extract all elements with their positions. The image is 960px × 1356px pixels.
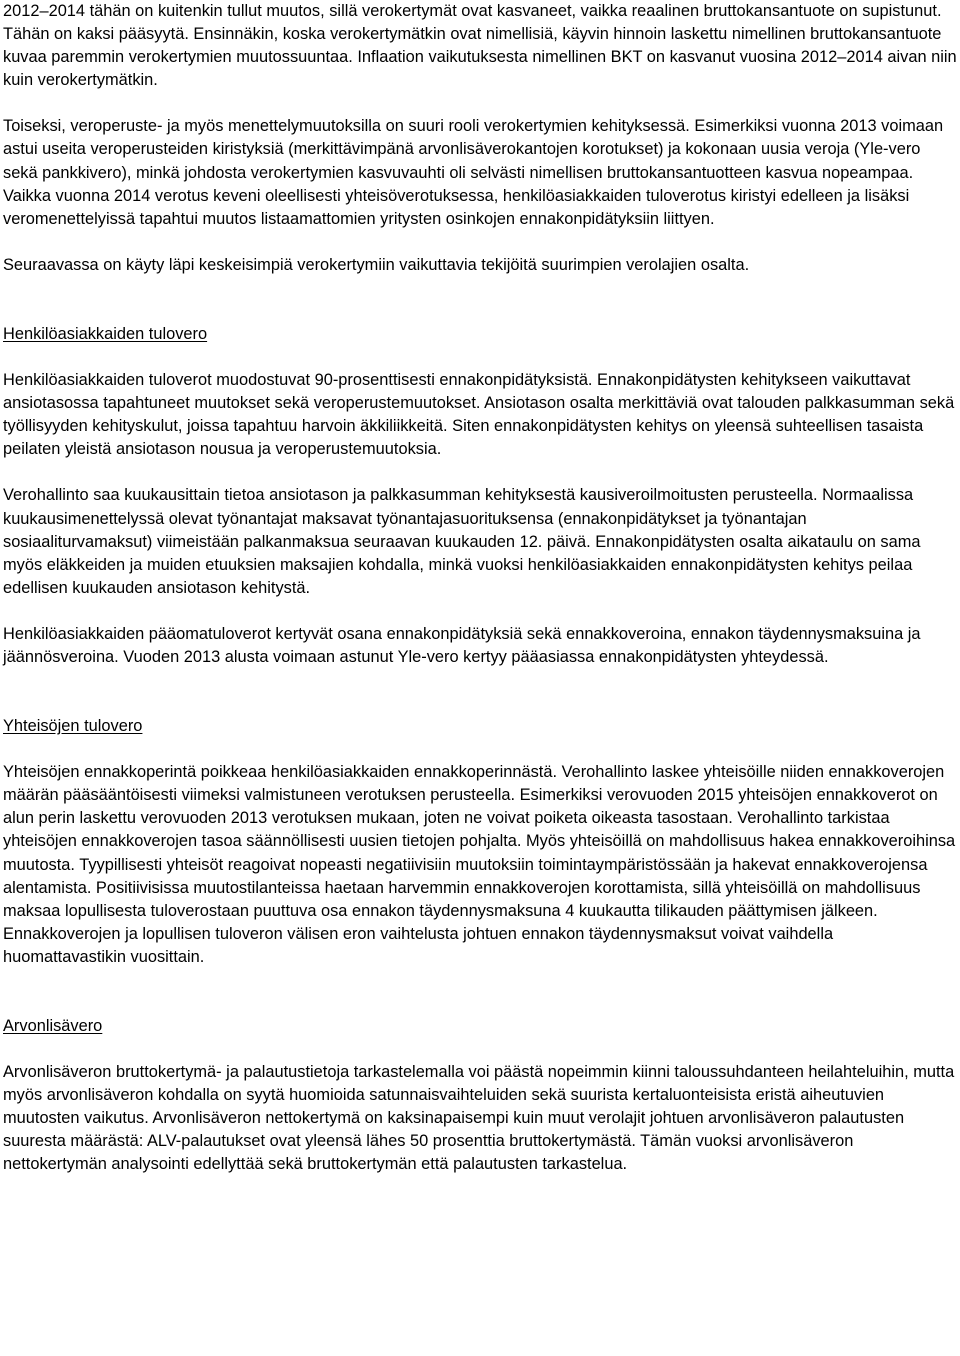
- section-paragraph: Yhteisöjen ennakkoperintä poikkeaa henkilöasiakkaiden ennakkoperinnästä. Verohallinto laskee yhteisöille niiden ennakkoverojen määrän pääsääntöisesti viimeksi valmistuneen verotuksen perusteella. Esimerkiksi verovuoden 2015 yhteisöjen ennakkoverot on alun perin laskettu verovuoden 2013 verotuksen mukaan, joten ne voivat poiketa oikeasta tasostaan. Verohallinto tarkistaa yhteisöjen ennakkoverojen tasoa säännöllisesti uusien tietojen pohjalta. Myös yhteisöillä on mahdollisuus hakea ennakkoveroihinsa muutosta. Tyypillisesti yhteisöt reagoivat nopeasti negatiivisiin muutoksiin toimintaympäristössään ja hakevat ennakkoverojensa alentamista. Positiivisissa muutostilanteissa haetaan harvemmin ennakkoverojen korottamista, sillä yhteisöillä on mahdollisuus maksaa lopullisesta tuloverostaan puuttuva osa ennakon täydennysmaksuna 4 kuukautta tilikauden päättymisen jälkeen. Ennakkoverojen ja lopullisen tuloveron välisen eron vaihtelusta johtuen ennakon täydennysmaksut voivat vaihdella huomattavastikin vuosittain.: [3, 763, 956, 966]
- section-yhteisojen-tulovero: [3, 715, 957, 969]
- intro-paragraph: 2012–2014 tähän on kuitenkin tullut muutos, sillä verokertymät ovat kasvaneet, vaikka reaalinen bruttokansantuote on supistunut. Tähän on kaksi pääsyytä. Ensinnäkin, koska verokertymätkin ovat nimellisiä, käyvin hinnoin laskettu nimellinen bruttokansantuote kuvaa paremmin verokertymien muutossuuntaa. Inflaation vaikutuksesta nimellinen BKT on kasvanut vuosina 2012–2014 aivan niin kuin verokertymätkin.: [3, 2, 957, 90]
- section-paragraph: Arvonlisäveron bruttokertymä- ja palautustietoja tarkastelemalla voi päästä nopeimmin kiinni taloussuhdanteen heilahteluihin, mutta myös arvonlisäveron kohdalla on syytä huomioida satunnaisvaihteluiden sekä suurista kertaluonteisista eristä aiheutuvien muutosten vaikutus. Arvonlisäveron nettokertymä on kaksinapaisempi kuin muut verolajit johtuen arvonlisäveron palautusten suuresta määrästä: ALV-palautukset ovat yleensä lähes 50 prosenttia bruttokertymästä. Tämän vuoksi arvonlisäveron nettokertymän analysointi edellyttää sekä bruttokertymän että palautusten tarkastelua.: [3, 1063, 955, 1174]
- section-heading: Arvonlisävero: [3, 1017, 103, 1035]
- intro-paragraph: Toiseksi, veroperuste- ja myös menettelymuutoksilla on suuri rooli verokertymien kehityksessä. Esimerkiksi vuonna 2013 voimaan astui useita veroperusteiden kiristyksiä (merkittävimpänä arvonlisäverokantojen korotukset) ja kokonaan uusia veroja (Yle-vero sekä pankkivero), minkä johdosta verokertymien kasvuvauhti oli selvästi nimellisen bruttokansantuotteen kasvua nopeampaa. Vaikka vuonna 2014 verotus keveni oleellisesti yhteisöverotuksessa, henkilöasiakkaiden tuloverotus kiristyi edelleen ja lisäksi veromenettelyissä tapahtui muutos listaamattomien yritysten osinkojen ennakonpidätyksiin liittyen.: [3, 117, 944, 228]
- section-arvonlisavero: [3, 1015, 957, 1177]
- section-paragraph: Henkilöasiakkaiden pääomatuloverot kertyvät osana ennakonpidätyksiä sekä ennakkoveroina, ennakon täydennysmaksuina ja jäännösveroina. Vuoden 2013 alusta voimaan astunut Yle-vero kertyy pääasiassa ennakonpidätysten yhteydessä.: [3, 624, 921, 666]
- section-heading: Henkilöasiakkaiden tulovero: [3, 324, 208, 343]
- intro-paragraph: Seuraavassa on käyty läpi keskeisimpiä verokertymiin vaikuttavia tekijöitä suurimpien verolajien osalta.: [3, 255, 750, 274]
- section-paragraph: Henkilöasiakkaiden tuloverot muodostuvat 90-prosenttisesti ennakonpidätyksistä. Ennakonpidätysten kehitykseen vaikuttavat ansiotasossa tapahtuneet muutokset sekä veroperustemuutokset. Ansiotason osalta merkittäviä ovat talouden palkkasumman sekä työllisyyden kehityskulut, joissa tapahtuu harvoin äkkiliikkeitä. Siten ennakonpidätysten kehitys on yleensä suhteellisen tasaista peilaten yleistä ansiotason nousua ja veroperustemuutoksia.: [3, 371, 955, 459]
- section-paragraph: Verohallinto saa kuukausittain tietoa ansiotason ja palkkasumman kehityksestä kausiveroilmoitusten perusteella. Normaalissa kuukausimenettelyssä olevat työnantajat maksavat työnantajasuorituksensa (ennakonpidätykset ja työnantajan sosiaaliturvamaksut) viimeistään palkanmaksua seuraavan kuukauden 12. päivä. Ennakonpidätysten osalta aikataulu on sama myös eläkkeiden ja muiden etuuksien maksajien kohdalla, minkä vuoksi henkilöasiakkaiden ennakonpidätysten kehitys peilaa edellisen kuukauden ansiotason kehitystä.: [3, 486, 921, 597]
- section-heading: Yhteisöjen tulovero: [3, 717, 143, 736]
- document-page: [3, 0, 957, 1177]
- section-henkiloasiakkaiden-tulovero: [3, 323, 957, 669]
